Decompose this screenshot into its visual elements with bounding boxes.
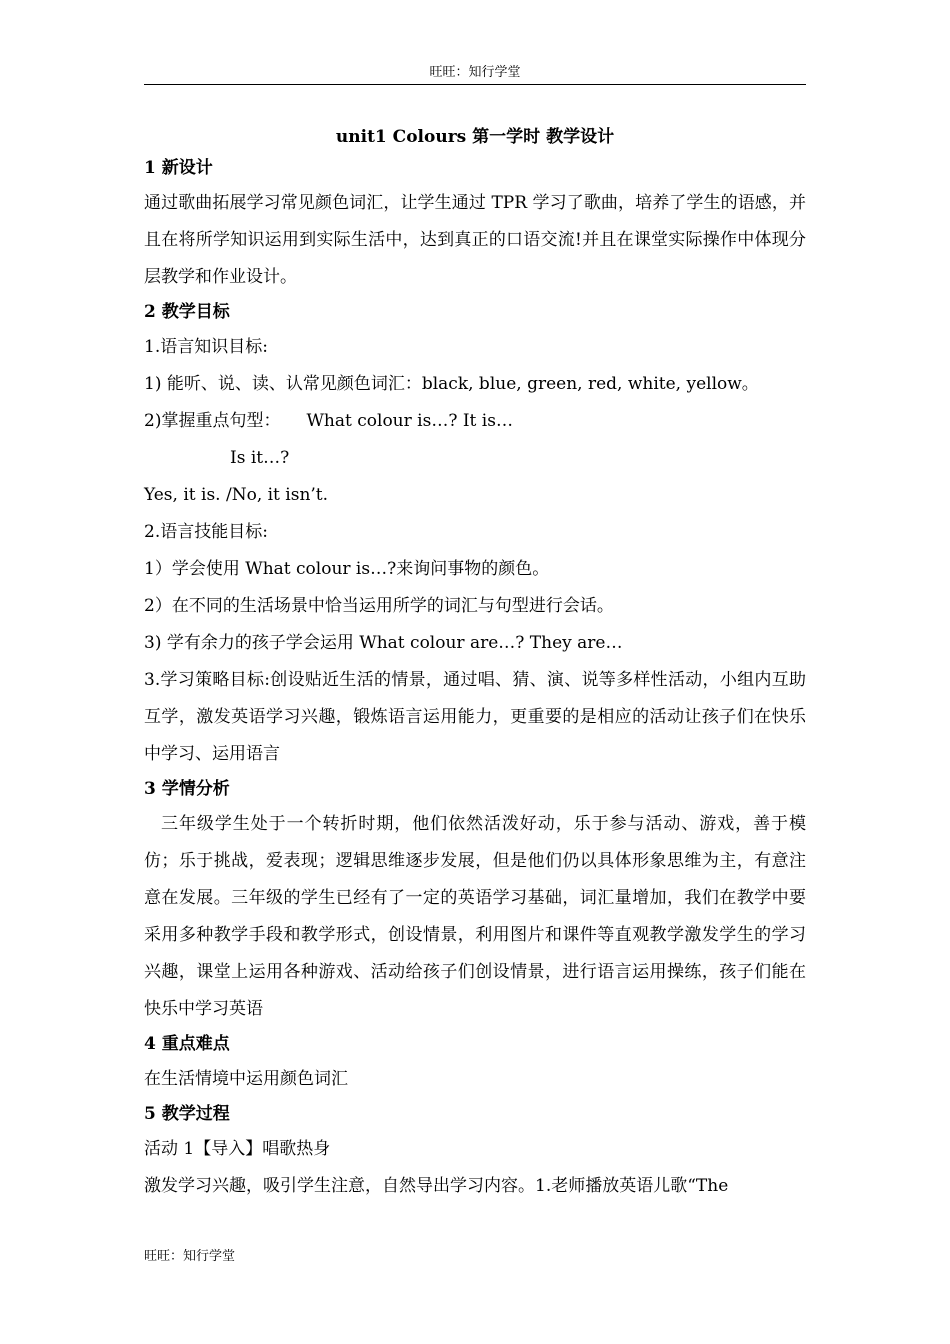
section-heading-analysis: 3 学情分析 <box>144 779 230 799</box>
section-heading-process: 5 教学过程 <box>144 1104 230 1124</box>
design-paragraph: 通过歌曲拓展学习常见颜色词汇，让学生通过 TPR 学习了歌曲，培养了学生的语感，并且在将所学知识运用到实际生活中，达到真正的口语交流!并且在课堂实际操作中体现分层教学和作业设计。 <box>144 193 806 287</box>
knowledge-item-2-answer: Yes, it is. /No, it isn’t. <box>144 485 329 505</box>
document-title: unit1 Colours 第一学时 教学设计 <box>335 127 615 147</box>
activity-1-title: 活动 1【导入】唱歌热身 <box>144 1139 331 1159</box>
section-heading-key-points: 4 重点难点 <box>144 1034 230 1054</box>
skill-item-3: 3) 学有余力的孩子学会运用 What colour are…? They are… <box>144 633 623 653</box>
skill-objective-label: 2.语言技能目标: <box>144 522 268 542</box>
knowledge-item-2 <box>144 403 806 440</box>
analysis-paragraph: 三年级学生处于一个转折时期，他们依然活泼好动，乐于参与活动、游戏，善于模仿；乐于挑战，爱表现；逻辑思维逐步发展，但是他们仍以具体形象思维为主，有意注意在发展。三年级的学生已经有了一定的英语学习基础，词汇量增加，我们在教学中要采用多种教学手段和教学形式，创设情景，利用图片和课件等直观教学激发学生的学习兴趣，课堂上运用各种游戏、活动给孩子们创设情景，进行语言运用操练，孩子们能在快乐中学习英语 <box>144 814 806 1019</box>
activity-1-text: 激发学习兴趣，吸引学生注意，自然导出学习内容。1.老师播放英语儿歌“The <box>144 1176 729 1196</box>
knowledge-item-2-sentence: What colour is…? It is… <box>306 411 513 431</box>
section-heading-design: 1 新设计 <box>144 158 213 178</box>
key-points-text: 在生活情境中运用颜色词汇 <box>144 1069 348 1089</box>
knowledge-item-1: 1) 能听、说、读、认常见颜色词汇：black, blue, green, red, white, yellow。 <box>144 374 759 394</box>
knowledge-item-2-question: Is it…? <box>230 448 290 468</box>
knowledge-item-2-label: 2)掌握重点句型： <box>144 411 281 431</box>
page-footer: 旺旺：知行学堂 <box>144 1249 236 1264</box>
skill-item-1: 1）学会使用 What colour is…?来询问事物的颜色。 <box>144 559 550 579</box>
document-body <box>144 122 806 1205</box>
section-heading-objectives: 2 教学目标 <box>144 302 230 322</box>
strategy-objective: 3.学习策略目标:创设贴近生活的情景，通过唱、猜、演、说等多样性活动，小组内互助互学，激发英语学习兴趣，锻炼语言运用能力，更重要的是相应的活动让孩子们在快乐中学习、运用语言 <box>144 670 806 764</box>
page-header: 旺旺：知行学堂 <box>144 62 806 85</box>
knowledge-objective-label: 1.语言知识目标: <box>144 337 268 357</box>
skill-item-2: 2）在不同的生活场景中恰当运用所学的词汇与句型进行会话。 <box>144 596 614 616</box>
